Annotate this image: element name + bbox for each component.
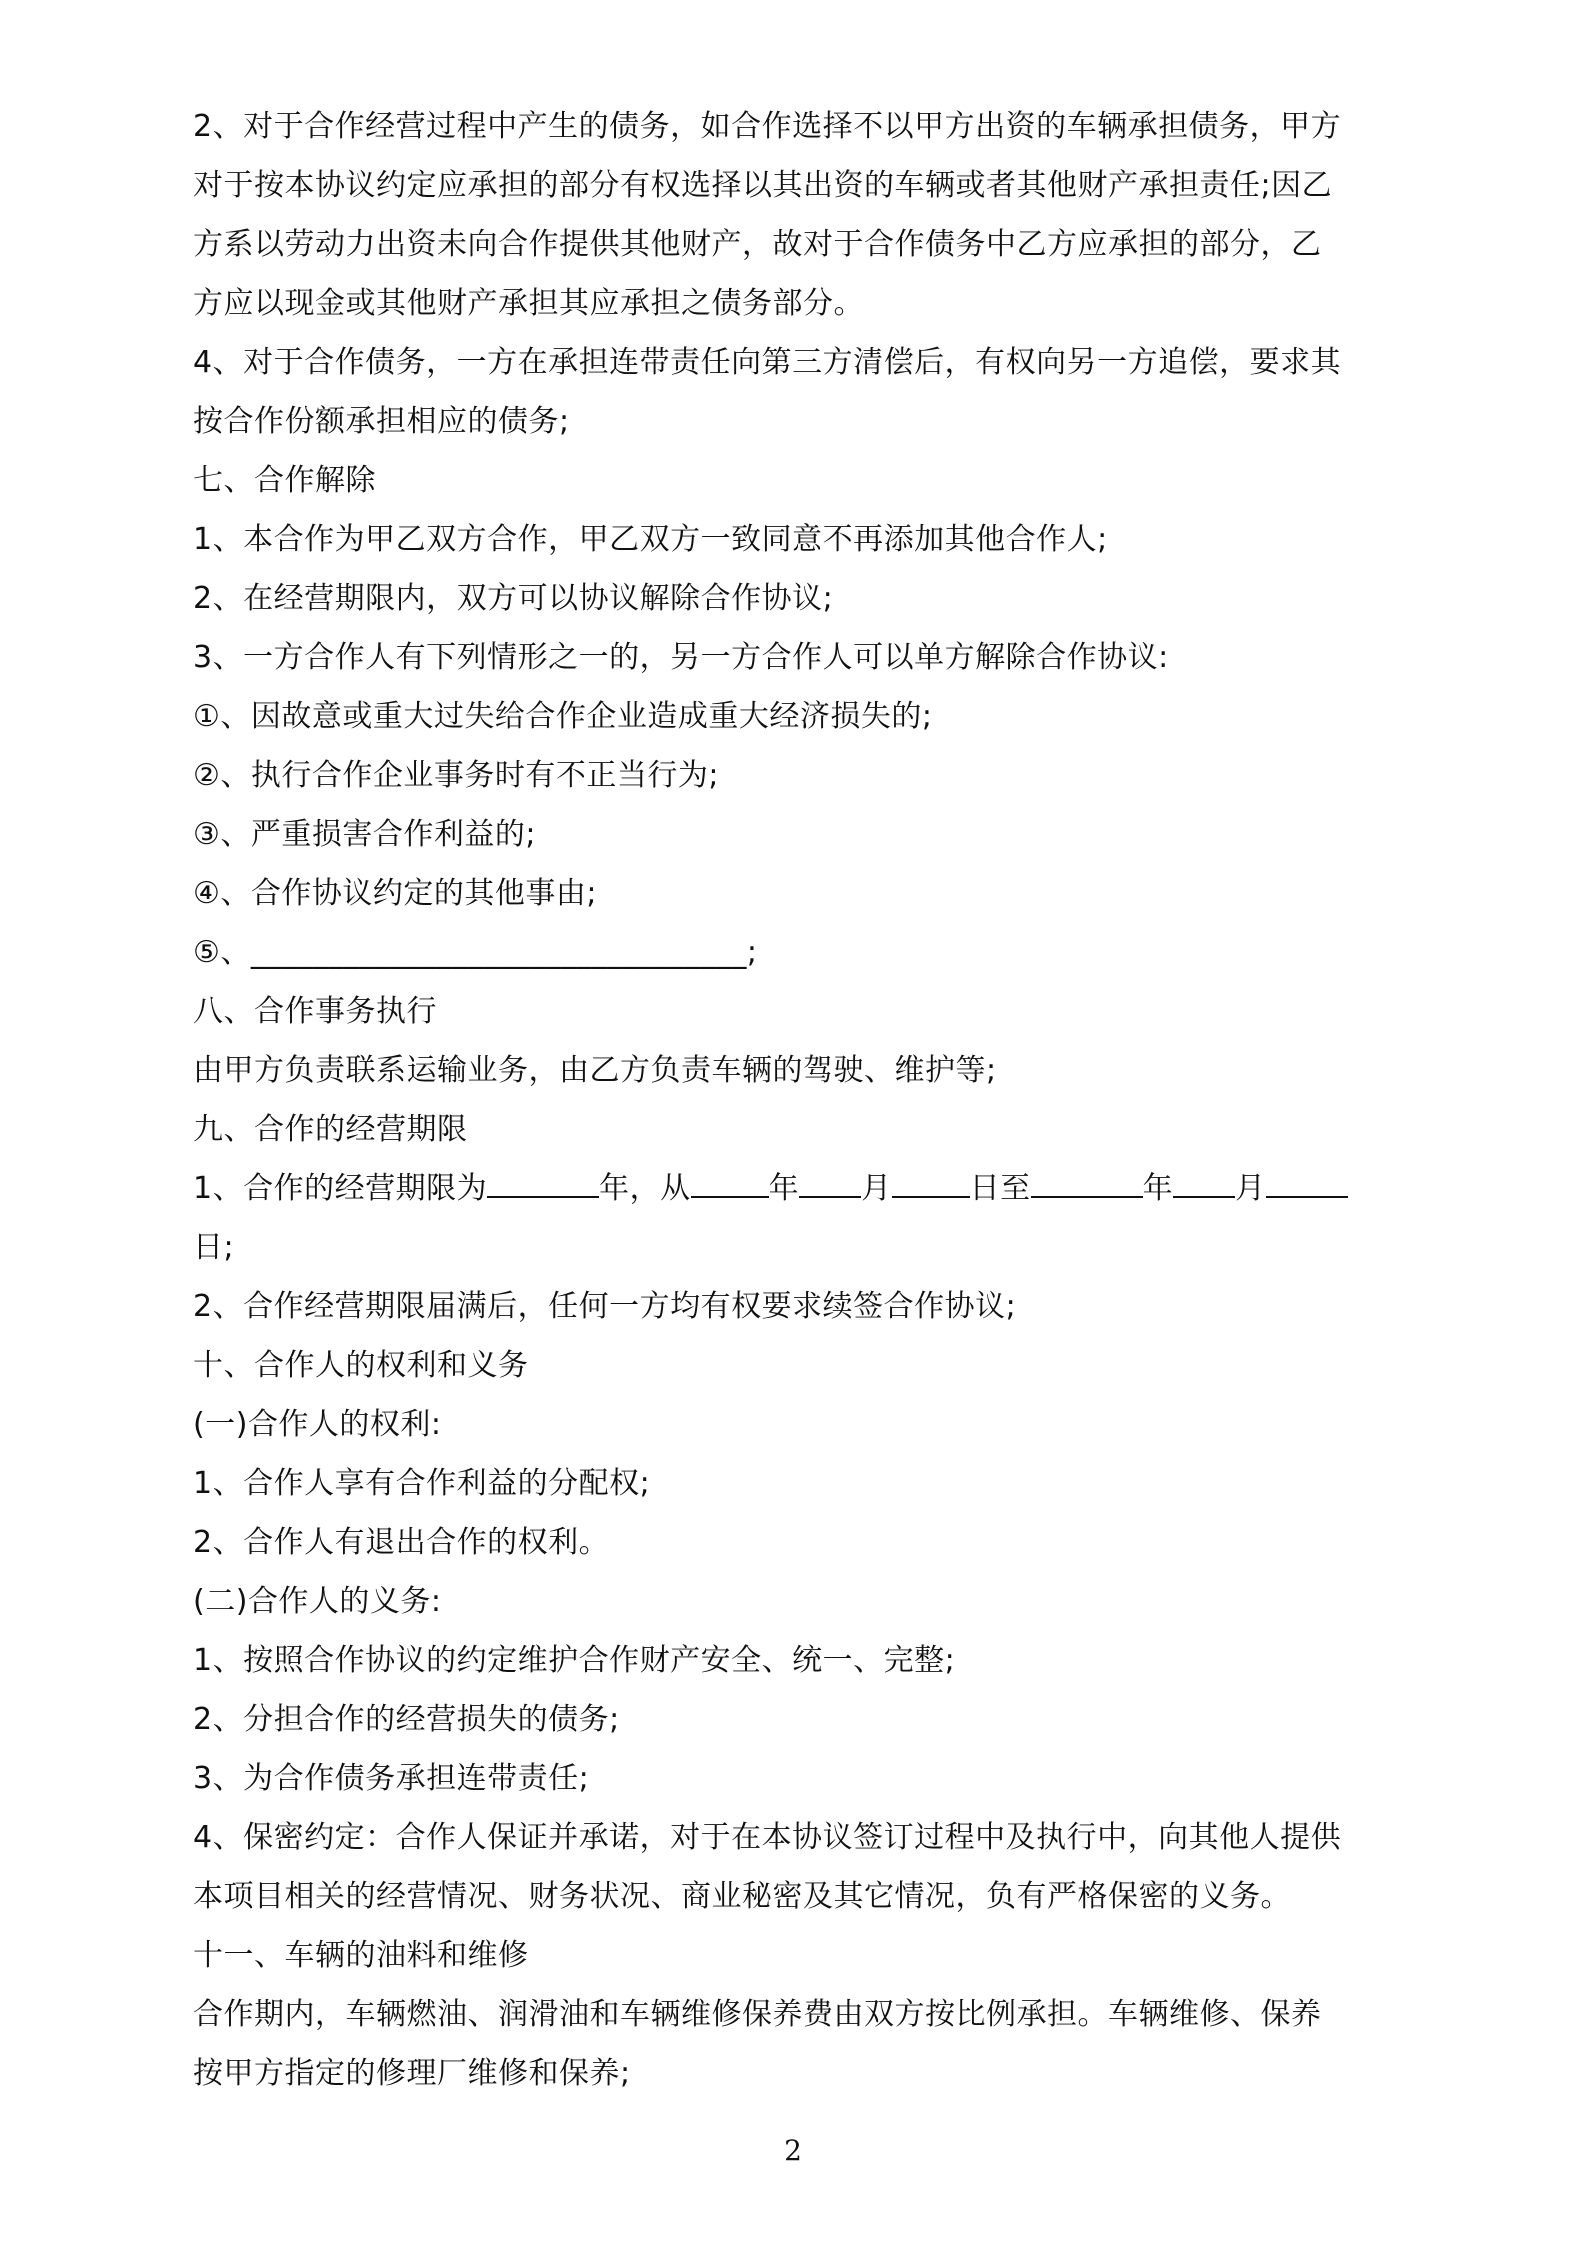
term-text: 年，从 [599,1171,691,1206]
text-line: 2、对于合作经营过程中产生的债务，如合作选择不以甲方出资的车辆承担债务，甲方 [193,109,1342,144]
text-line: 日; [193,1230,235,1265]
text-line: 2、分担合作的经营损失的债务; [193,1702,620,1737]
term-text: 月 [1235,1171,1266,1206]
document-body [193,97,1413,2103]
list-item-blank: ⑤、________________________________; [193,935,758,970]
section-heading: 十、合作人的权利和义务 [193,1348,529,1383]
text-line: 1、合作人享有合作利益的分配权; [193,1466,651,1501]
text-line: 对于按本协议约定应承担的部分有权选择以其出资的车辆或者其他财产承担责任;因乙 [193,168,1333,203]
blank-end-day [1266,1162,1348,1198]
text-line: 按合作份额承担相应的债务; [193,404,570,439]
text-line: 2、合作人有退出合作的权利。 [193,1525,610,1560]
text-line: 由甲方负责联系运输业务，由乙方负责车辆的驾驶、维护等; [193,1053,997,1088]
blank-end-month [1173,1162,1235,1198]
section-heading: 九、合作的经营期限 [193,1112,468,1147]
text-line: 4、对于合作债务，一方在承担连带责任向第三方清偿后，有权向另一方追偿，要求其 [193,345,1342,380]
section-heading: 七、合作解除 [193,463,376,498]
term-text: 日至 [969,1171,1031,1206]
subsection-heading: (二)合作人的义务: [193,1584,442,1619]
text-line: 3、为合作债务承担连带责任; [193,1761,590,1796]
text-line: 方应以现金或其他财产承担其应承担之债务部分。 [193,286,864,321]
blank-start-year [691,1162,769,1198]
list-item: ①、因故意或重大过失给合作企业造成重大经济损失的; [193,699,933,734]
text-line: 1、本合作为甲乙双方合作，甲乙双方一致同意不再添加其他合作人; [193,522,1108,557]
text-line: 2、在经营期限内，双方可以协议解除合作协议; [193,581,834,616]
blank-start-day [892,1162,970,1198]
term-line [193,1159,1413,1218]
text-line: 4、保密约定：合作人保证并承诺，对于在本协议签订过程中及执行中，向其他人提供 [193,1820,1342,1855]
list-item: ④、合作协议约定的其他事由; [193,876,598,911]
subsection-heading: (一)合作人的权利: [193,1407,442,1442]
term-text: 年 [768,1171,800,1206]
term-text: 月 [861,1171,892,1206]
text-line: 方系以劳动力出资未向合作提供其他财产，故对于合作债务中乙方应承担的部分，乙 [193,227,1322,262]
page-number: 2 [784,2134,802,2167]
blank-start-month [799,1162,861,1198]
text-line: 2、合作经营期限届满后，任何一方均有权要求续签合作协议; [193,1289,1017,1324]
blank-end-year [1031,1162,1143,1198]
text-line: 合作期内，车辆燃油、润滑油和车辆维修保养费由双方按比例承担。车辆维修、保养 [193,1997,1322,2032]
blank-duration [487,1162,599,1198]
term-text: 年 [1142,1171,1174,1206]
section-heading: 八、合作事务执行 [193,994,437,1029]
text-line: 本项目相关的经营情况、财务状况、商业秘密及其它情况，负有严格保密的义务。 [193,1879,1291,1914]
list-item: ③、严重损害合作利益的; [193,817,537,852]
text-line: 3、一方合作人有下列情形之一的，另一方合作人可以单方解除合作协议: [193,640,1169,675]
term-text: 1、合作的经营期限为 [193,1171,488,1206]
list-item: ②、执行合作企业事务时有不正当行为; [193,758,720,793]
text-line: 按甲方指定的修理厂维修和保养; [193,2056,631,2091]
text-line: 1、按照合作协议的约定维护合作财产安全、统一、完整; [193,1643,956,1678]
section-heading: 十一、车辆的油料和维修 [193,1938,529,1973]
